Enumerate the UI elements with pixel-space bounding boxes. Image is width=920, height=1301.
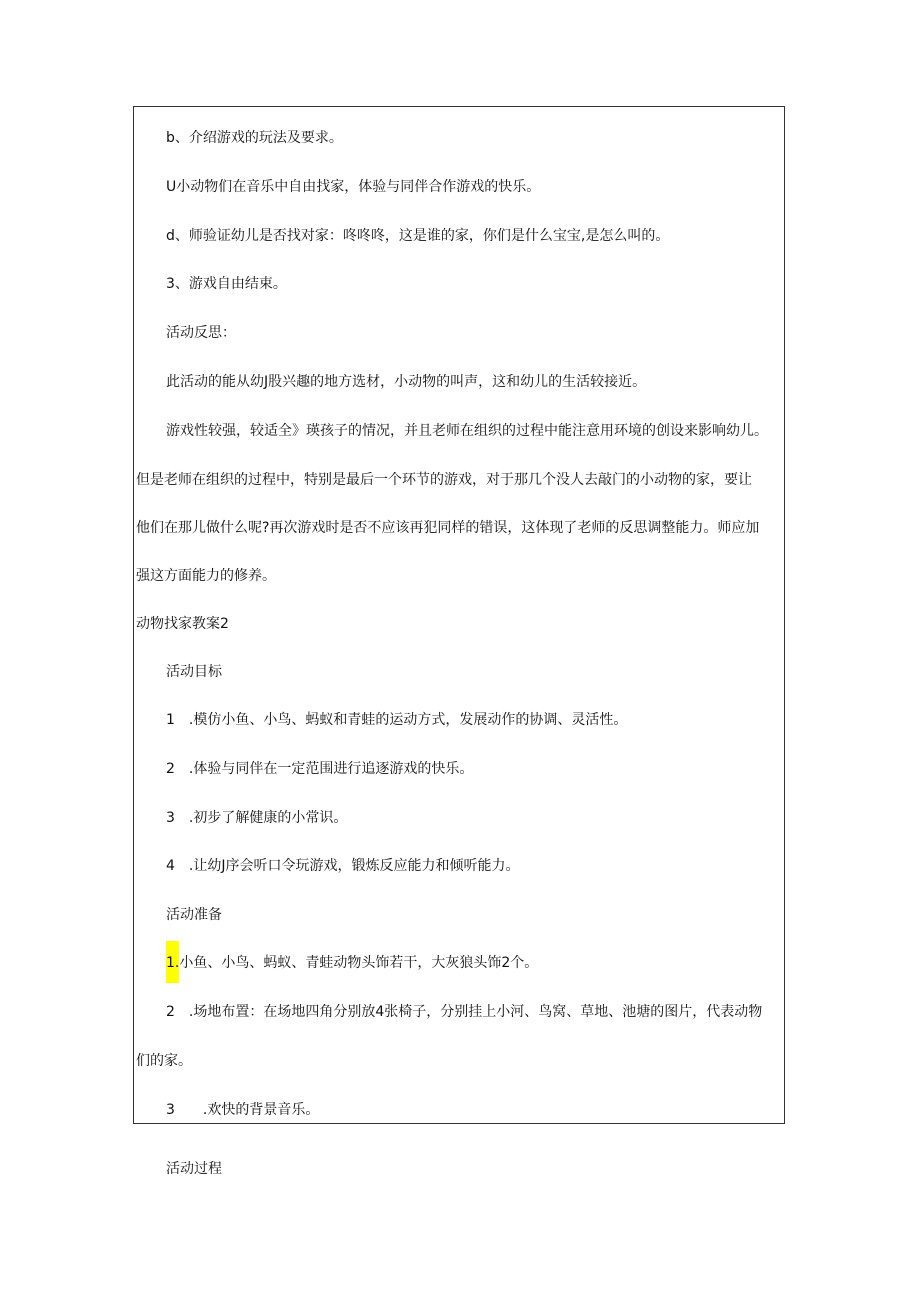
text-line: U小动物们在音乐中自由找家，体验与同伴合作游戏的快乐。 [166,179,541,195]
list-item-text: 小鱼、小鸟、蚂蚁、青蛙动物头饰若干，大灰狼头饰2个。 [179,955,539,971]
text-line: d、师验证幼儿是否找对家：咚咚咚，这是谁的家，你们是什么宝宝,是怎么叫的。 [166,228,670,244]
highlighted-marker: 1. [166,941,179,983]
list-item: 2 .场地布置：在场地四角分别放4张椅子，分别挂上小河、鸟窝、草地、池塘的图片，代表动物 [166,1004,763,1020]
text-line: 3、游戏自由结束。 [166,276,287,292]
section-heading: 活动反思： [166,325,236,341]
text-line: 们的家。 [136,1053,192,1069]
text-line: 强这方面能力的修养。 [136,568,276,584]
list-item: 3 .初步了解健康的小常识。 [166,810,348,826]
section-heading: 活动过程 [166,1161,222,1177]
text-line: 他们在那儿做什么呢?再次游戏时是否不应该再犯同样的错误，这体现了老师的反思调整能力。师应加 [136,520,760,536]
text-line: b、介绍游戏的玩法及要求。 [166,130,343,146]
list-item: 2 .体验与同伴在一定范围进行追逐游戏的快乐。 [166,761,474,777]
section-heading: 活动准备 [166,907,222,923]
text-line: 但是老师在组织的过程中，特别是最后一个环节的游戏，对于那几个没人去敲门的小动物的家，要让 [136,472,752,488]
list-item [166,953,538,973]
list-item: 1 .模仿小鱼、小鸟、蚂蚁和青蛙的运动方式，发展动作的协调、灵活性。 [166,712,628,728]
list-item: 4 .让幼J序会听口令玩游戏，锻炼反应能力和倾听能力。 [166,858,520,874]
text-line: 游戏性较强，较适全》瑛孩子的情况，并且老师在组织的过程中能注意用环境的创设来影响幼儿。 [166,423,768,439]
document-title: 动物找家教案2 [136,616,229,632]
text-line: 此活动的能从幼J股兴趣的地方选材，小动物的叫声，这和幼儿的生活较接近。 [166,374,647,390]
section-heading: 活动目标 [166,664,222,680]
list-item: 3 .欢快的背景音乐。 [166,1102,320,1118]
